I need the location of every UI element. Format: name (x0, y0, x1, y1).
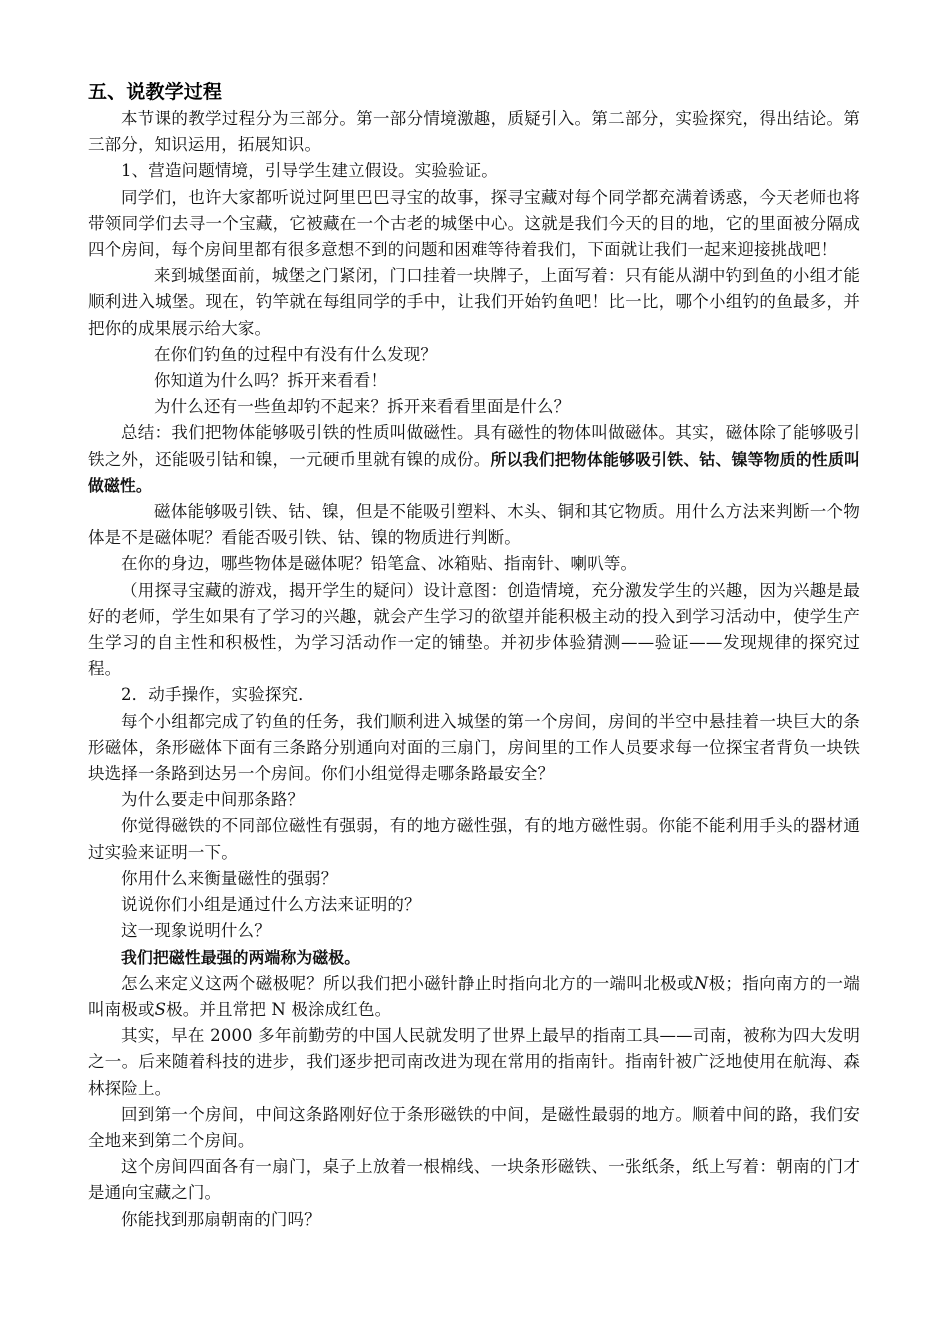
paragraph-first-room: 每个小组都完成了钓鱼的任务，我们顺利进入城堡的第一个房间，房间的半空中悬挂着一块巨大的条形磁体，条形磁体下面有三条路分别通向对面的三扇门，房间里的工作人员要求每一位探宝者背负一块铁块选择一条路到达另一个房间。你们小组觉得走哪条路最安全？ (88, 711, 860, 784)
paragraph-treasure-story: 同学们，也许大家都听说过阿里巴巴寻宝的故事，探寻宝藏对每个同学都充满着诱惑，今天老师也将带领同学们去寻一个宝藏，它被藏在一个古老的城堡中心。这就是我们今天的目的地，它的里面被分隔成四个房间，每个房间里都有很多意想不到的问题和困难等待着我们，下面就让我们一起来迎接挑战吧！ (88, 187, 860, 260)
paragraph-compass-history: 其实，早在 2000 多年前勤劳的中国人民就发明了世界上最早的指南工具——司南，被称为四大发明之一。后来随着科技的进步，我们逐步把司南改进为现在常用的指南针。指南针被广泛地使用在航海、森林探险上。 (88, 1026, 860, 1098)
paragraph-second-room: 这个房间四面各有一扇门，桌子上放着一根棉线、一块条形磁铁、一张纸条，纸上写着：朝南的门才是通向宝藏之门。 (88, 1157, 860, 1203)
paragraph-magnet-strength: 你觉得磁铁的不同部位磁性有强弱，有的地方磁性强，有的地方磁性弱。你能不能利用手头的器材通过实验来证明一下。 (88, 816, 860, 862)
paragraph-step-1-title: 1、营造问题情境，引导学生建立假设。实验验证。 (121, 161, 498, 181)
paragraph-castle-gate: 来到城堡面前，城堡之门紧闭，门口挂着一块牌子，上面写着：只有能从湖中钓到鱼的小组才能顺利进入城堡。现在，钓竿就在每组同学的手中，让我们开始钓鱼吧！比一比，哪个小组钓的鱼最多，并把你的成果展示给大家。 (88, 266, 860, 338)
paragraph-back-first-room: 回到第一个房间，中间这条路刚好位于条形磁铁的中间，是磁性最弱的地方。顺着中间的路，我们安全地来到第二个房间。 (88, 1104, 860, 1150)
paragraph-question-method: 说说你们小组是通过什么方法来证明的？ (121, 895, 421, 915)
paragraph-question-measure: 你用什么来衡量磁性的强弱？ (121, 868, 338, 888)
north-pole-letter: N (693, 973, 709, 993)
poles-bold-definition: 我们把磁性最强的两端称为磁极。 (121, 947, 361, 967)
summary-text: 总结：我们把物体能够吸引铁的性质叫做磁性。具有磁性的物体叫做磁体。其实，磁体除了能够吸引铁之外，还能吸引钴和镍，一元硬币里就有镍的成份。 (88, 423, 860, 469)
paragraph-question-south-door: 你能找到那扇朝南的门吗？ (121, 1209, 321, 1229)
paragraph-magnetic-poles (88, 945, 860, 971)
paragraph-question-fish: 为什么还有一些鱼却钓不起来？拆开来看看里面是什么？ (154, 397, 571, 417)
paragraph-design-intent: （用探寻宝藏的游戏，揭开学生的疑问）设计意图：创造情境，充分激发学生的兴趣，因为兴趣是最好的老师，学生如果有了学习的兴趣，就会产生学习的欲望并能积极主动的投入到学习活动中，使学生产生学习的自主性和积极性，为学习活动作一定的铺垫。并初步体验猜测——验证——发现规律的探究过程。 (88, 580, 860, 679)
section-title: 五、说教学过程 (88, 81, 223, 103)
paragraph-step-2-title: 2．动手操作，实验探究． (121, 685, 315, 705)
pole-text-2: 极；指向南方的一端叫南极或 (88, 973, 860, 1019)
south-pole-letter: S (154, 999, 167, 1019)
paragraph-question-why: 你知道为什么吗？拆开来看看！ (154, 371, 388, 391)
paragraph-magnet-examples: 在你的身边，哪些物体是磁体呢？铅笔盒、冰箱贴、指南针、喇叭等。 (121, 554, 638, 574)
paragraph-overview: 本节课的教学过程分为三部分。第一部分情境激趣，质疑引入。第二部分，实验探究，得出结论。第三部分，知识运用，拓展知识。 (88, 109, 860, 155)
pole-text-3: 极。并且常把 N 极涂成红色。 (166, 999, 392, 1019)
document-page (88, 78, 860, 1233)
summary-bold-definition: 所以我们把物体能够吸引铁、钴、镍等物质的性质叫做磁性。 (88, 449, 860, 495)
paragraph-summary (88, 420, 860, 499)
pole-text-1: 怎么来定义这两个磁极呢？所以我们把小磁针静止时指向北方的一端叫北极或 (121, 973, 694, 993)
paragraph-pole-definition (88, 971, 860, 1023)
paragraph-question-discovery: 在你们钓鱼的过程中有没有什么发现？ (154, 344, 438, 364)
paragraph-question-middle-road: 为什么要走中间那条路？ (121, 790, 305, 810)
paragraph-magnet-judge: 磁体能够吸引铁、钴、镍，但是不能吸引塑料、木头、铜和其它物质。用什么方法来判断一个物体是不是磁体呢？看能否吸引铁、钴、镍的物质进行判断。 (88, 502, 860, 548)
paragraph-question-meaning: 这一现象说明什么？ (121, 921, 271, 941)
